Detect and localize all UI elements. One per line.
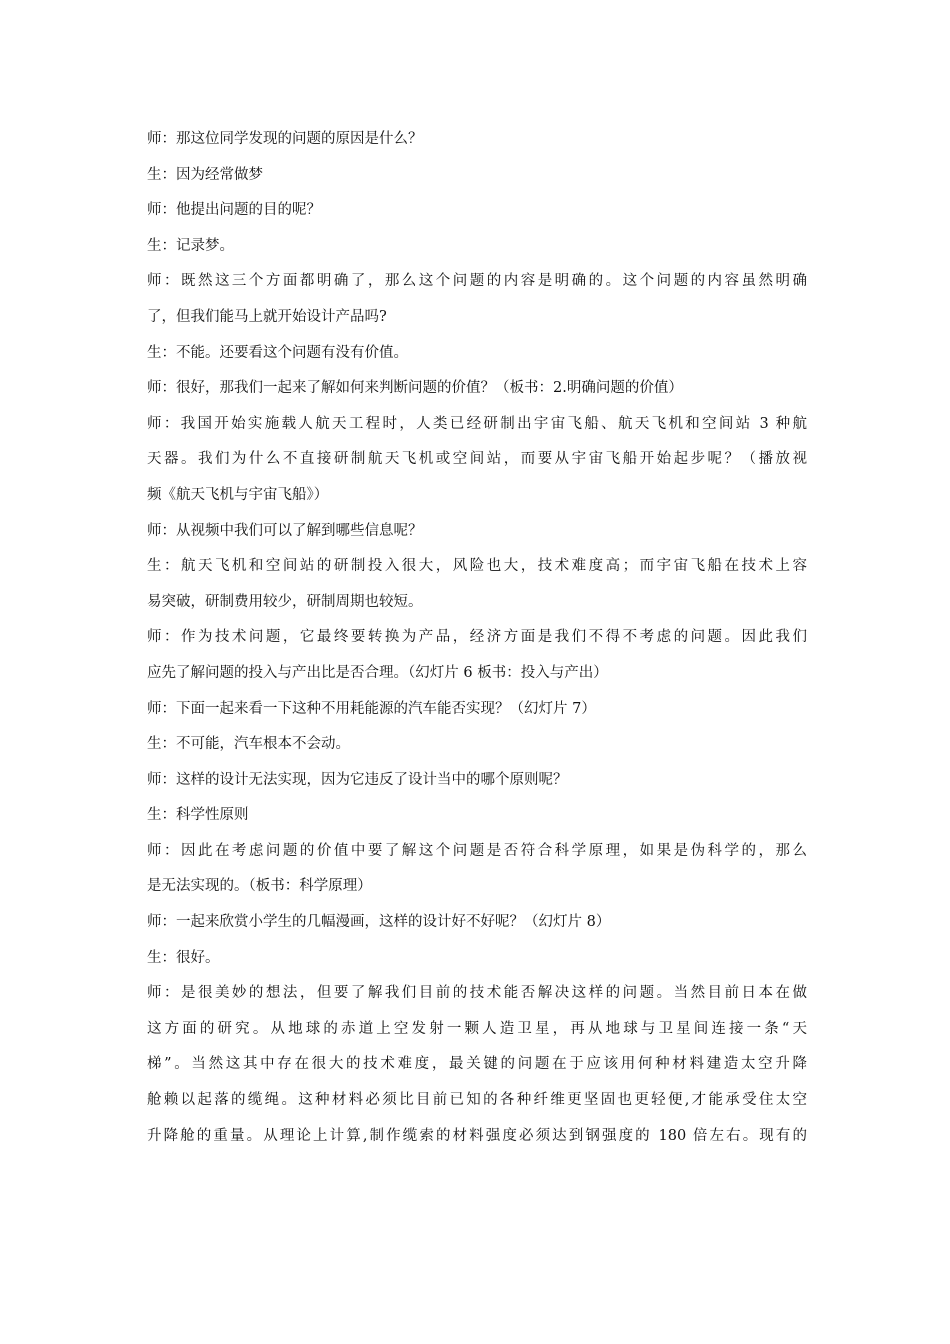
text-line: 是无法实现的。（板书：科学原理） — [147, 878, 372, 895]
text-line: 师：我国开始实施载人航天工程时，人类已经研制出宇宙飞船、航天飞机和空间站 3 种航 — [147, 415, 807, 432]
text-line: 师：是很美妙的想法，但要了解我们目前的技术能否解决这样的问题。当然目前日本在做 — [147, 985, 807, 1002]
text-line: 生：很好。 — [147, 949, 220, 966]
text-line: 师：这样的设计无法实现，因为它违反了设计当中的哪个原则呢？ — [147, 771, 568, 788]
text-line: 天器。我们为什么不直接研制航天飞机或空间站，而要从宇宙飞船开始起步呢？（播放视 — [147, 451, 807, 468]
document-body — [147, 122, 807, 1154]
text-line: 师：很好，那我们一起来了解如何来判断问题的价值？（板书：2.明确问题的价值） — [147, 380, 683, 397]
text-line: 生：科学性原则 — [147, 807, 249, 824]
text-line: 舱赖以起落的缆绳。这种材料必须比目前已知的各种纤维更坚固也更轻便,才能承受住太空 — [147, 1092, 807, 1109]
text-line: 师：从视频中我们可以了解到哪些信息呢？ — [147, 522, 423, 539]
text-line: 师：他提出问题的目的呢？ — [147, 202, 321, 219]
text-line: 生：不可能，汽车根本不会动。 — [147, 736, 350, 753]
text-line: 易突破，研制费用较少，研制周期也较短。 — [147, 593, 423, 610]
text-line: 生：不能。还要看这个问题有没有价值。 — [147, 344, 408, 361]
text-line: 师：下面一起来看一下这种不用耗能源的汽车能否实现？（幻灯片 7） — [147, 700, 596, 717]
text-line: 师：因此在考虑问题的价值中要了解这个问题是否符合科学原理，如果是伪科学的，那么 — [147, 842, 807, 859]
text-line: 升降舱的重量。从理论上计算,制作缆索的材料强度必须达到钢强度的 180 倍左右。现有的 — [147, 1127, 807, 1144]
text-line: 这方面的研究。从地球的赤道上空发射一颗人造卫星，再从地球与卫星间连接一条“天 — [147, 1020, 807, 1037]
text-line: 了，但我们能马上就开始设计产品吗? — [147, 308, 387, 325]
text-line: 师：一起来欣赏小学生的几幅漫画，这样的设计好不好呢？（幻灯片 8） — [147, 914, 611, 931]
text-line: 应先了解问题的投入与产出比是否合理。（幻灯片 6 板书：投入与产出） — [147, 664, 608, 681]
text-line: 师：那这位同学发现的问题的原因是什么？ — [147, 131, 423, 147]
text-line: 师：作为技术问题，它最终要转换为产品，经济方面是我们不得不考虑的问题。因此我们 — [147, 629, 807, 646]
text-line: 梯”。当然这其中存在很大的技术难度，最关键的问题在于应该用何种材料建造太空升降 — [147, 1056, 807, 1073]
text-line: 频《航天飞机与宇宙飞船》） — [147, 486, 329, 503]
text-line: 生：记录梦。 — [147, 237, 234, 254]
text-line: 生：因为经常做梦 — [147, 166, 263, 183]
text-line: 生：航天飞机和空间站的研制投入很大，风险也大，技术难度高；而宇宙飞船在技术上容 — [147, 558, 807, 575]
text-line: 师：既然这三个方面都明确了，那么这个问题的内容是明确的。这个问题的内容虽然明确 — [147, 273, 807, 290]
